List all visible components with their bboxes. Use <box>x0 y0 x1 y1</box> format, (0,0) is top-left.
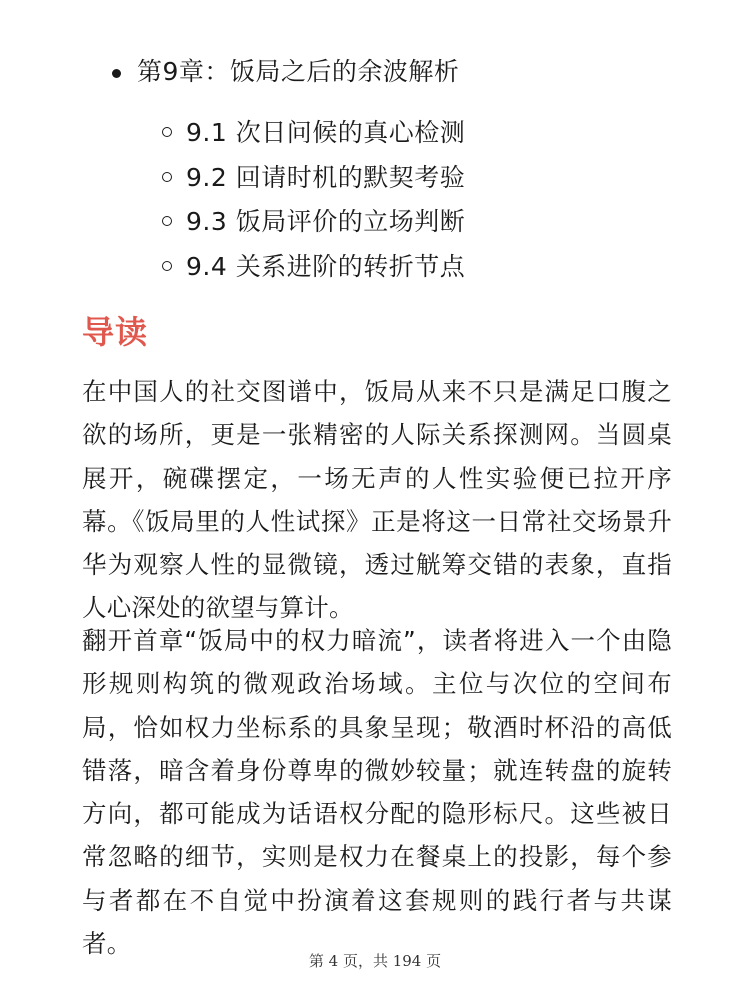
bullet-circle-icon <box>162 216 172 226</box>
toc-subsection-label: 9.4 关系进阶的转折节点 <box>186 251 466 281</box>
toc-chapter-item <box>112 54 459 90</box>
toc-subsection-item <box>162 243 465 288</box>
section-heading: 导读 <box>82 313 149 351</box>
bullet-disc-icon <box>112 69 121 78</box>
toc-subsection-label: 9.1 次日问候的真心检测 <box>186 118 466 148</box>
body-paragraph: 在中国人的社交图谱中，饭局从来不只是满足口腹之欲的场所，更是一张精密的人际关系探测网。当圆桌展开，碗碟摆定，一场无声的人性实验便已拉开序幕。《饭局里的人性试探》正是将这一日常社交场景升华为观察人性的显微镜，透过觥筹交错的表象，直指人心深处的欲望与算计。 <box>82 377 672 623</box>
toc-subsection-label: 9.3 饭局评价的立场判断 <box>186 207 466 237</box>
bullet-circle-icon <box>162 172 172 182</box>
body-paragraph: 翻开首章“饭局中的权力暗流”，读者将进入一个由隐形规则构筑的微观政治场域。主位与次位的空间布局，恰如权力坐标系的具象呈现；敬酒时杯沿的高低错落，暗含着身份尊卑的微妙较量；就连转盘的旋转方向，都可能成为话语权分配的隐形标尺。这些被日常忽略的细节，实则是权力在餐桌上的投影，每个参与者都在不自觉中扮演着这套规则的践行者与共谋者。 <box>82 626 672 959</box>
bullet-circle-icon <box>162 127 172 137</box>
toc-subsection-label: 9.2 回请时机的默契考验 <box>186 162 466 192</box>
toc-subsection-item <box>162 198 465 243</box>
bullet-circle-icon <box>162 261 172 271</box>
page-indicator: 第 4 页，共 194 页 <box>308 952 442 970</box>
toc-chapter-label: 第9章：饭局之后的余波解析 <box>137 57 460 86</box>
toc-subsection-list <box>162 109 465 287</box>
toc-subsection-item <box>162 154 465 199</box>
toc-subsection-item <box>162 109 465 154</box>
